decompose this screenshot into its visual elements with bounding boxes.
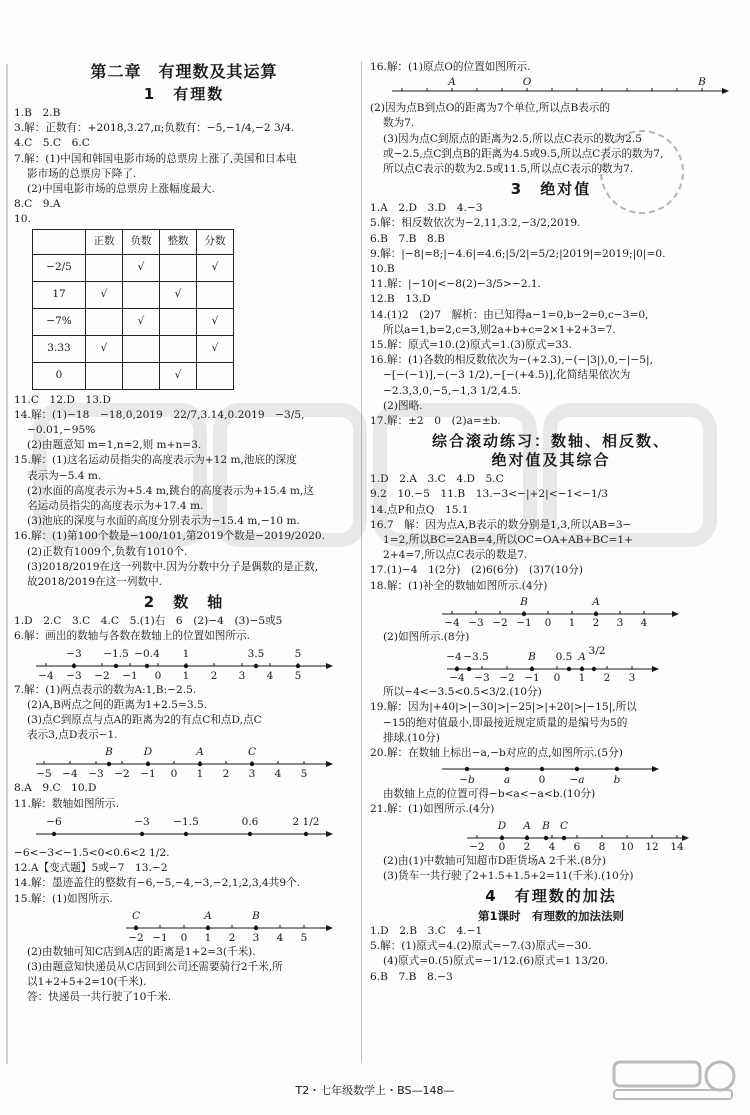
table-header-cell: 整数: [160, 229, 197, 254]
answer-line: 所以−4<−3.5<0.5<3/2.(10分): [383, 686, 542, 699]
tick-label: −4: [62, 768, 78, 781]
answer-line: 表示为−5.4 m.: [27, 469, 102, 482]
point-label: 2 1/2: [292, 815, 320, 828]
point-marker: [505, 767, 509, 771]
point-label: 0.6: [241, 815, 259, 828]
answer-line: 1.B 2.B: [14, 107, 61, 119]
table-cell: [160, 335, 197, 362]
tick-label: 4: [274, 768, 282, 781]
tick-label: −2: [499, 672, 515, 685]
tick-label: −2: [94, 669, 110, 682]
answer-line: 1.D 2.C 3.C 4.C 5.(1)右 6 (2)−4 (3)−5或5: [14, 615, 283, 628]
answer-line: (2)A,B两点之间的距离为1+2.5=3.5.: [27, 698, 208, 711]
point-marker: [114, 663, 118, 667]
answers-block: [14, 106, 354, 228]
table-header-cell: [33, 229, 86, 254]
table-row: [33, 281, 234, 308]
table-cell: √: [197, 335, 234, 362]
background-watermark-image: [30, 400, 720, 550]
subsection-title: 第1课时 有理数的加法法则: [477, 908, 624, 923]
number-line-q18-1: [392, 596, 692, 628]
tick-label: −1: [524, 672, 540, 685]
answer-line: 7.解：(1)中国和韩国电影市场的总票房上涨了,美国和日本电: [14, 152, 297, 165]
answer-line: (2)正数有1009个,负数有1010个.: [27, 545, 188, 558]
table-cell: [86, 254, 123, 281]
answer-line: 14.解：墨迹盖住的整数有−6,−5,−4,−3,−2,1,2,3,4共9个.: [14, 877, 301, 890]
point-marker: [575, 767, 579, 771]
page-edge: [6, 64, 8, 1064]
point-label: B: [520, 595, 528, 608]
tick-label: −3: [66, 669, 82, 682]
point-label: A: [204, 909, 212, 922]
answer-line: 15.解：原式=10.(2)原式=1.(3)原式=33.: [370, 339, 573, 352]
answer-line: 18.解：(1)补全的数轴如图所示.(4分): [370, 579, 548, 592]
tick-label: 4: [640, 616, 648, 629]
tick-label: 1: [182, 669, 190, 682]
answer-line: 12.A【变式题】5或−7 13.−2: [14, 862, 168, 875]
point-marker: [107, 762, 111, 766]
answer-line: 6.解：画出的数轴与各数在数轴上的位置如图所示.: [14, 630, 250, 643]
table-cell: [160, 308, 197, 335]
answer-line: (3)由题意知快递员从C店回到公司还需要骑行2千米,所: [27, 960, 283, 973]
point-label: B: [542, 819, 550, 832]
table-row: [33, 254, 234, 281]
table-cell: 3.33: [33, 335, 86, 362]
answer-line: (2)如图所示.(8分): [383, 630, 470, 643]
point-marker: [52, 832, 56, 836]
point-label: C: [131, 909, 141, 922]
point-label: 3.5: [247, 647, 265, 660]
tick-label: 0: [154, 669, 162, 682]
answer-line: (4)原式=0.(5)原式=−1/12.(6)原式=1 13/20.: [383, 955, 609, 968]
answer-line: 11.解：数轴如图所示.: [14, 797, 119, 810]
tick-label: 3: [628, 672, 636, 685]
table-cell: [160, 254, 197, 281]
answer-line: 5.解：相反数依次为−2,11,3.2,−3/2,2019.: [370, 217, 581, 230]
answer-line: 10.B: [370, 263, 395, 276]
point-marker: [500, 835, 504, 839]
point-label: 5: [294, 647, 302, 660]
tick-label: 8: [598, 840, 606, 853]
table-cell: √: [86, 335, 123, 362]
point-marker: [567, 667, 571, 671]
tick-label: 14: [670, 840, 684, 853]
answer-line: 16.解：(1)各数的相反数依次为−(+2.3),−(−|3|),0,−|−5|,: [370, 354, 653, 367]
point-label: −3.5: [463, 651, 489, 664]
answer-line: (2)图略.: [383, 399, 423, 412]
point-label: −3: [66, 647, 82, 660]
answer-line: (2)由题意知 m=1,n=2,则 m+n=3.: [27, 439, 202, 452]
tick-label: −4: [38, 669, 54, 682]
tick-label: 2: [603, 672, 611, 685]
tick-label: 6: [573, 840, 581, 853]
point-label: C: [247, 746, 257, 759]
table-cell: −7%: [33, 308, 86, 335]
tick-label: 1: [196, 768, 204, 781]
answer-line: 14.(1)2 (2)7 解析：由已知得a−1=0,b−2=0,c−3=0,: [370, 308, 649, 321]
tick-label: 4: [548, 840, 556, 853]
tick-label: 1: [568, 616, 576, 629]
chapter-title: 第二章 有理数及其运算: [90, 62, 278, 81]
point-marker: [615, 767, 619, 771]
answer-line: 21.解：(1)如图所示.(4分): [370, 803, 495, 816]
answer-line: −2.3,3,0,−5,−1,3 1/2,4.5.: [383, 384, 522, 397]
answer-line: 1.A 2.D 3.D 4.−3: [370, 202, 483, 215]
point-marker: [580, 667, 584, 671]
table-cell: √: [160, 362, 197, 389]
answer-line: (3)货车一共行驶了2+1.5+1.5+2=11(千米).(10分): [383, 869, 634, 882]
table-row: [33, 362, 234, 389]
table-cell: [86, 362, 123, 389]
table-cell: √: [197, 308, 234, 335]
point-label: 0.5: [555, 651, 573, 664]
answer-line: −15的绝对值最小,即最接近规定质量的是编号为5的: [383, 716, 628, 729]
classification-table: [32, 229, 234, 390]
number-line-q11: [36, 814, 336, 844]
tick-label: 3: [252, 931, 260, 944]
tick-label: 1: [204, 931, 212, 944]
point-marker: [540, 767, 544, 771]
answer-line: 5.解：(1)原式=4.(2)原式=−7.(3)原式=−30.: [370, 940, 592, 953]
answer-line: 14.点P和点Q 15.1: [370, 503, 469, 516]
tick-label: −3: [468, 616, 484, 629]
tick-label: −1: [140, 768, 156, 781]
section-title-review-line2: 绝对值及其综合: [491, 451, 611, 470]
answer-line: 所以点C表示的数为2.5或11.5,所以点C表示的数为7.: [383, 163, 634, 176]
page-footer: T2・七年级数学上・BS—148—: [295, 1084, 455, 1097]
tick-label: 0: [553, 672, 561, 685]
tick-label: 0: [544, 616, 552, 629]
table-cell: 0: [33, 362, 86, 389]
table-row: [33, 335, 234, 362]
answer-line: 由数轴上点的位置可得−b<a<−a<b.(10分): [383, 788, 596, 801]
answer-line: 故2018/2019在这一列数中.: [27, 576, 163, 589]
table-header-cell: 正数: [86, 229, 123, 254]
point-marker: [304, 832, 308, 836]
tick-label: −2: [128, 931, 144, 944]
point-marker: [254, 926, 258, 930]
answer-line: 6.B 7.B 8.−3: [370, 970, 453, 983]
point-marker: [455, 667, 459, 671]
tick-label: 2: [222, 768, 230, 781]
answer-line: 或−2.5,点C到点B的距离为4.5或9.5,所以点C表示的数为7,: [383, 147, 664, 160]
point-label: −1.5: [173, 815, 199, 828]
tick-label: 10: [620, 840, 634, 853]
tick-label: −3: [474, 672, 490, 685]
answer-line: 8.C 9.A: [14, 198, 61, 211]
answer-line: 15.解：(1)如图所示.: [14, 892, 113, 905]
point-marker: [522, 612, 526, 616]
point-marker: [146, 762, 150, 766]
point-label: A: [578, 651, 586, 664]
tick-label: −2: [114, 768, 130, 781]
number-line-q6: [36, 647, 336, 681]
point-marker: [134, 926, 138, 930]
table-cell: √: [123, 254, 160, 281]
answer-line: 名运动员指尖的高度表示为+17.4 m.: [27, 500, 204, 513]
point-marker: [562, 835, 566, 839]
answer-line: 16.解：(1)第100个数是−100/101,第2019个数是−2019/2020.: [14, 530, 325, 543]
point-label: D: [143, 746, 153, 759]
number-line-q16: [392, 77, 712, 99]
point-label: A: [196, 746, 204, 759]
tick-label: −2: [492, 616, 508, 629]
point-label: −b: [459, 774, 475, 787]
point-label: O: [522, 76, 532, 89]
tick-label: 0: [170, 768, 178, 781]
answer-line: 所以a=1,b=2,c=3,则2a+b+c=2×1+2+3=7.: [383, 323, 616, 336]
point-marker: [206, 926, 210, 930]
point-marker: [594, 612, 598, 616]
number-line-q21: [392, 820, 692, 852]
answer-line: 19.解：因为|+40|>|−30|>|−25|>|+20|>|−15|,所以: [370, 701, 637, 714]
point-marker: [72, 663, 76, 667]
tick-label: −1: [152, 931, 168, 944]
tick-label: 0: [180, 931, 188, 944]
point-marker: [248, 832, 252, 836]
answer-line: 11.解：|−10|<−8(2)−3/5>−2.1.: [370, 278, 541, 291]
tick-label: 5: [294, 669, 302, 682]
answer-line: 以1+2+5+2=10(千米).: [27, 976, 147, 989]
table-cell: [123, 281, 160, 308]
answer-line: (2)因为点B到点O的距离为7个单位,所以点B表示的: [370, 102, 611, 115]
answer-line: 10.: [14, 213, 31, 226]
answer-line: −0.01,−95%: [27, 424, 96, 437]
table-cell: −2/5: [33, 254, 86, 281]
answer-line: 14.解：(1)−18 −18,0,2019 22/7,3.14,0.2019 −3/5,: [14, 408, 305, 421]
point-marker: [592, 667, 596, 671]
answer-line: 3.解：正数有：+2018,3.27,π;负数有：−5,−1/4,−2 3/4.: [14, 122, 295, 135]
answer-line: 数为7.: [383, 117, 415, 130]
tick-label: −4: [449, 672, 465, 685]
answer-line: 1=2,所以BC=2AB=4,所以OC=OA+AB+BC=1+: [383, 534, 633, 547]
section-title-absolute-value: 3 绝对值: [510, 180, 592, 199]
section-title-number-line: 2 数 轴: [143, 593, 225, 612]
point-label: a: [503, 774, 511, 787]
tick-label: −3: [88, 768, 104, 781]
answer-line: 11.C 12.D 13.D: [14, 393, 111, 406]
point-label: B: [698, 76, 706, 89]
tick-label: 1: [578, 672, 586, 685]
answer-line: (2)中国电影市场的总票房上涨幅度最大.: [27, 183, 215, 196]
tick-label: 12: [645, 840, 659, 853]
tick-label: 2: [228, 931, 236, 944]
table-cell: √: [123, 308, 160, 335]
tick-label: −4: [444, 616, 460, 629]
point-label: B: [528, 651, 536, 664]
answer-line: −6<−3<−1.5<0<0.6<2 1/2.: [14, 846, 170, 859]
answer-line: 答：快递员一共行驶了10千米.: [27, 991, 171, 1004]
answer-line: (2)水面的高度表示为+5.4 m,跳台的高度表示为+15.4 m,这: [27, 484, 314, 497]
answer-line: 17.(1)−4 1(2分) (2)6(6分) (3)7(10分): [370, 564, 584, 577]
point-label: A: [592, 595, 600, 608]
tick-label: 3: [616, 616, 624, 629]
point-marker: [254, 663, 258, 667]
point-marker: [250, 762, 254, 766]
answer-line: −[−(−1)],−(−3 1/2),−[−(+4.5)],化简结果依次为: [383, 369, 631, 382]
point-marker: [465, 767, 469, 771]
answer-line: 15.解：(1)这名运动员指尖的高度表示为+12 m,池底的深度: [14, 454, 297, 467]
point-marker: [145, 663, 149, 667]
answer-line: 2+4=7,所以点C表示的数是7.: [383, 549, 528, 562]
tick-label: 5: [300, 768, 308, 781]
tick-label: 4: [276, 931, 284, 944]
table-cell: [86, 308, 123, 335]
answer-line: 7.解：(1)两点表示的数为A:1,B:−2.5.: [14, 683, 197, 696]
tick-label: 0: [498, 840, 506, 853]
point-marker: [140, 832, 144, 836]
answer-line: 9.2 10.−5 11.B 13.−3<−|+2|<−1<−1/3: [370, 488, 608, 501]
answer-line: 4.C 5.C 6.C: [14, 137, 90, 150]
column-divider: [361, 62, 362, 1062]
point-label: b: [613, 774, 621, 787]
point-label: A: [523, 819, 531, 832]
point-label: 1: [182, 647, 190, 660]
point-label: 0: [538, 774, 546, 787]
number-line-q20: [392, 763, 692, 785]
point-marker: [544, 835, 548, 839]
table-header-row: [33, 229, 234, 254]
answer-line: (3)因为点C到原点的距离为2.5,所以点C表示的数为2.5: [383, 132, 642, 145]
section-title-review: 综合滚动练习：数轴、相反数、: [431, 432, 670, 451]
number-line-q18-2: [392, 647, 692, 683]
point-label: C: [559, 819, 569, 832]
point-label: D: [497, 819, 507, 832]
point-marker: [198, 762, 202, 766]
point-label: −4: [446, 651, 462, 664]
point-label: −0.4: [134, 647, 160, 660]
table-cell: [197, 281, 234, 308]
point-marker: [184, 663, 188, 667]
point-marker: [184, 832, 188, 836]
tick-label: 2: [592, 616, 600, 629]
answer-line: 20.解：在数轴上标出−a,−b对应的点,如图所示.(5分): [370, 746, 623, 759]
answer-line: 表示3,点D表示−1.: [27, 729, 118, 742]
table-cell: √: [197, 254, 234, 281]
table-cell: 17: [33, 281, 86, 308]
answer-line: (3)点C到原点与点A的距离为2的有点C和点D,点C: [27, 714, 262, 727]
tick-label: 5: [300, 931, 308, 944]
section-title-addition: 4 有理数的加法: [485, 886, 617, 905]
point-label: 3/2: [588, 645, 606, 658]
table-cell: √: [160, 281, 197, 308]
answer-line: 17.解：±2 0 (2)a=±b.: [370, 415, 501, 428]
tick-label: −1: [516, 616, 532, 629]
answer-line: 影市场的总票房下降了.: [27, 167, 137, 180]
answer-line: 1.D 2.A 3.C 4.D 5.C: [370, 473, 504, 486]
answer-line: 排球.(10分): [383, 731, 440, 744]
table-row: [33, 308, 234, 335]
point-marker: [530, 667, 534, 671]
point-marker: [467, 667, 471, 671]
answer-line: (3)池底的深度与水面的高度分别表示为−15.4 m,−10 m.: [27, 515, 300, 528]
answer-line: 6.B 7.B 8.B: [370, 232, 445, 245]
answer-line: 9.解：|−8|=8;|−4.6|=4.6;|5/2|=5/2;|2019|=2019;|0|=0.: [370, 247, 666, 260]
table-header-cell: 分数: [197, 229, 234, 254]
tick-label: 2: [523, 840, 531, 853]
tick-label: −5: [36, 768, 52, 781]
tick-label: −1: [122, 669, 138, 682]
tick-label: 2: [210, 669, 218, 682]
answer-line: (3)2018/2019在这一列数中.因为分数中分子是偶数的是正数,: [27, 560, 319, 573]
answer-line: 16.解：(1)原点O的位置如图所示.: [370, 61, 531, 73]
tick-label: 3: [248, 768, 256, 781]
answer-line: 12.B 13.D: [370, 293, 431, 306]
point-label: B: [252, 909, 260, 922]
point-marker: [296, 663, 300, 667]
point-label: −a: [569, 774, 585, 787]
table-cell: [123, 362, 160, 389]
answer-line: 1.D 2.B 3.C 4.−1: [370, 924, 483, 937]
table-cell: [197, 362, 234, 389]
answer-line: (2)由(1)中数轴可知超市D距货场A 2千米.(8分): [383, 854, 606, 867]
number-line-q7: [36, 745, 336, 779]
point-label: −3: [134, 815, 150, 828]
table-header-cell: 负数: [123, 229, 160, 254]
answer-line: 8.A 9.C 10.D: [14, 782, 97, 795]
point-label: B: [105, 746, 113, 759]
answer-line: (2)由数轴可知C店到A店的距离是1+2=3(千米).: [27, 945, 256, 958]
point-label: −6: [46, 815, 62, 828]
table-cell: [123, 335, 160, 362]
tick-label: 4: [266, 669, 274, 682]
number-line-q15: [36, 909, 336, 943]
section-title-rational-numbers: 1 有理数: [143, 85, 225, 103]
answer-line: 16.7 解：因为点A,B表示的数分别是1,3,所以AB=3−: [370, 518, 632, 531]
tick-label: −2: [469, 840, 485, 853]
point-label: −1.5: [103, 647, 129, 660]
point-marker: [525, 835, 529, 839]
point-label: A: [448, 76, 456, 89]
table-cell: √: [86, 281, 123, 308]
tick-label: 3: [238, 669, 246, 682]
